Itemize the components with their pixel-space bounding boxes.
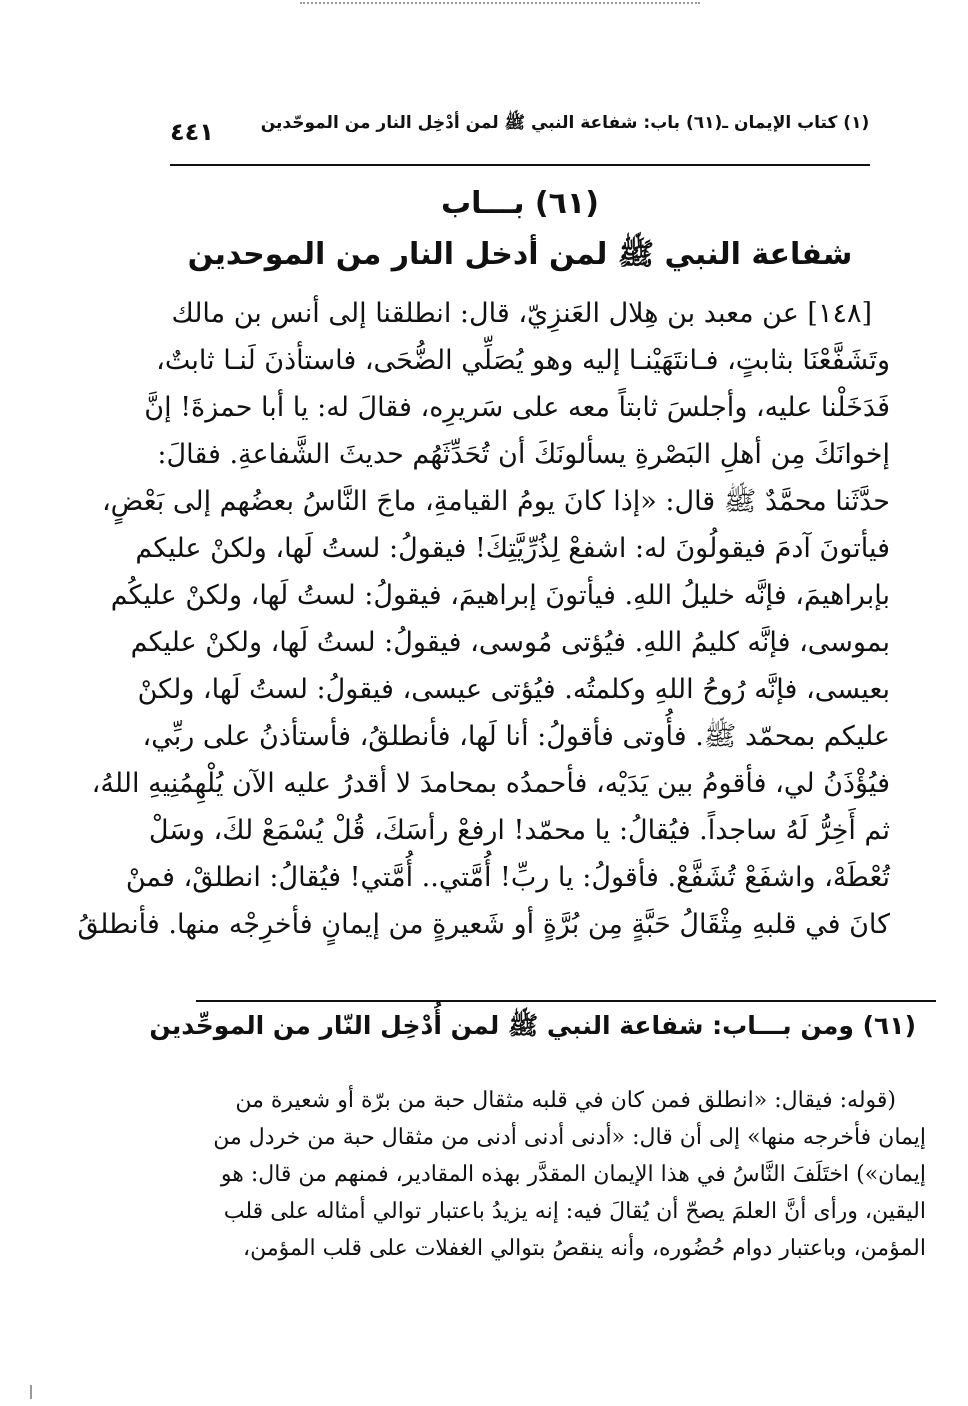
text-line: ثم أَخِرُّ لَهُ ساجداً. فيُقالُ: يا محمّد! ارفعْ رأسَكَ، قُلْ يُسْمَعْ لكَ، وسَلْ bbox=[148, 815, 890, 846]
commentary-title-line: (٦١) ومن بـــاب: شفاعة النبي ﷺ لمن أُدْخِل النّار من الموحِّدين bbox=[149, 1011, 916, 1040]
commentary-line: المؤمن، وباعتبار دوام حُضُوره، وأنه ينقصُ بتوالي الغفلات على قلب المؤمن، bbox=[243, 1236, 926, 1261]
scan-margin-mark bbox=[30, 1385, 32, 1399]
header-rule bbox=[170, 164, 870, 166]
text-line: بموسى، فإنَّه كليمُ اللهِ. فيُؤتى مُوسى، فيقولُ: لستُ لَها، ولكنْ عليكم bbox=[130, 627, 890, 658]
text-line: فيُؤْذَنُ لي، فأقومُ بين يَدَيْه، فأحمدُه بمحامدَ لا أقدرُ عليه الآن يُلْهِمُنِيهِ اللهُ، bbox=[91, 768, 890, 799]
text-line: حدَّثَنا محمَّدٌ ﷺ قال: «إذا كانَ يومُ القيامةِ، ماجَ النَّاسُ بعضُهم إلى بَعْضٍ، bbox=[101, 486, 890, 517]
text-line: بإبراهيمَ، فإنَّه خليلُ اللهِ. فيأتونَ إبراهيمَ، فيقولُ: لستُ لَها، ولكنْ عليكُم bbox=[110, 580, 890, 611]
text-line: كانَ في قلبهِ مِثْقَالُ حَبَّةٍ مِن بُرَّةٍ أو شَعيرةٍ من إيمانٍ فأخرِجْه منها. فأنطلقُ bbox=[77, 909, 890, 940]
chapter-number: (٦١) بـــاب bbox=[441, 186, 599, 221]
hadith-text bbox=[77, 290, 890, 948]
chapter-title: شفاعة النبي ﷺ لمن أدخل النار من الموحدين bbox=[187, 237, 853, 272]
commentary-line: اليقين، ورأى أنَّ العلمَ يصحّ أن يُقالَ فيه: إنه يزيدُ باعتبار توالي أمثاله على قلب bbox=[223, 1199, 926, 1224]
text-line: بعيسى، فإنَّه رُوحُ اللهِ وكلمتُه. فيُؤتى عيسى، فيقولُ: لستُ لَها، ولكنْ bbox=[137, 674, 890, 705]
text-line: عليكم بمحمّد ﷺ. فأُوتى فأقولُ: أنا لَها، فأنطلقُ، فأستأذنُ على ربِّي، bbox=[142, 721, 890, 752]
text-line: وتَشَفَّعْنَا بثابتٍ، فـانتَهَيْنـا إليه وهو يُصَلِّي الضُّحَى، فاستأذنَ لَنـا ثابتٌ، bbox=[156, 345, 890, 376]
page-number: ٤٤١ bbox=[170, 118, 214, 146]
running-header-title: (١) كتاب الإيمان ـ(٦١) باب: شفاعة النبي ﷺ لمن أدْخِل النار من الموحّدين bbox=[260, 113, 870, 133]
text-line: إخوانَكَ مِن أهلِ البَصْرةِ يسألونَكَ أن تُحَدِّثَهُم حديثَ الشَّفاعةِ. فقالَ: bbox=[157, 439, 890, 470]
commentary-divider bbox=[196, 1000, 936, 1002]
commentary-text bbox=[196, 1082, 926, 1267]
text-line: تُعْطَهْ، واشفَعْ تُشَفَّعْ. فأقولُ: يا ربِّ! أُمَّتي.. أُمَّتي! فيُقالُ: انطلقْ، فمنْ bbox=[125, 862, 890, 893]
running-header bbox=[170, 112, 870, 160]
commentary-line: إيمان فأخرجه منها» إلى أن قال: «أدنى أدنى أدنى من مثقال حبة من خردل من bbox=[213, 1125, 926, 1150]
text-line: فيأتونَ آدمَ فيقولُونَ له: اشفعْ لِذُرِّيَّتِكَ! فيقولُ: لستُ لَها، ولكنْ عليكم bbox=[135, 533, 890, 564]
text-line: فَدَخَلْنا عليه، وأجلسَ ثابتاً معه على سَريرِه، فقالَ له: يا أبا حمزةَ! إنَّ bbox=[144, 392, 890, 423]
commentary-line: إيمان») اختَلَفَ النَّاسُ في هذا الإيمان المقدَّر بهذه المقادير، فمنهم من قال: هو bbox=[220, 1162, 926, 1187]
text-line: [١٤٨] عن معبد بن هِلال العَنزِيّ، قال: انطلقنا إلى أنس بن مالك bbox=[171, 298, 872, 329]
commentary-line: (قوله: فيقال: «انطلق فمن كان في قلبه مثقال حبة من برّة أو شعيرة من bbox=[235, 1088, 896, 1113]
scan-edge-mark bbox=[300, 2, 700, 4]
commentary-title bbox=[149, 1006, 916, 1046]
